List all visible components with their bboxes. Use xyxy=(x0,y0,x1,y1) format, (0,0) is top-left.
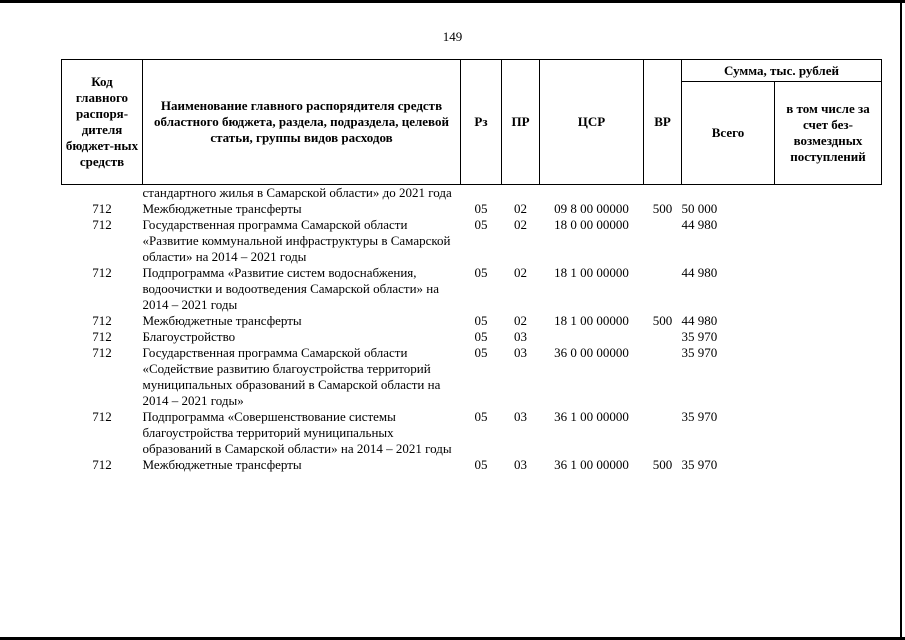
table-row xyxy=(62,265,882,313)
cell-vr xyxy=(644,345,682,409)
cell-vr: 500 xyxy=(652,201,673,216)
cell-name: Благоустройство xyxy=(142,329,236,344)
cell-vr xyxy=(644,409,682,457)
table-row xyxy=(62,457,882,473)
table-header xyxy=(62,60,882,185)
cell-csr: 18 1 00 00000 xyxy=(554,265,629,280)
cell-rz: 05 xyxy=(474,313,488,328)
header-sum: Сумма, тыс. рублей xyxy=(682,60,882,82)
cell-gratis xyxy=(775,329,882,345)
cell-total: 35 970 xyxy=(681,457,718,472)
cell-vr xyxy=(644,217,682,265)
cell-pr: 03 xyxy=(514,409,527,424)
table-row xyxy=(62,329,882,345)
cell-name: стандартного жилья в Самарской области» до 2021 года xyxy=(142,185,452,200)
cell-vr: 500 xyxy=(652,457,673,472)
header-rz: Рз xyxy=(461,60,502,185)
header-total: Всего xyxy=(682,82,775,185)
table-row xyxy=(62,201,882,217)
cell-gratis xyxy=(775,409,882,457)
cell-rz xyxy=(461,185,502,202)
cell-gratis xyxy=(775,345,882,409)
cell-vr xyxy=(644,185,682,202)
cell-name: Государственная программа Самарской области «Развитие коммунальной инфраструктуры в Самарской области» на 2014 – 2021 годы xyxy=(142,217,451,264)
cell-csr: 36 0 00 00000 xyxy=(554,345,629,360)
cell-kod: 712 xyxy=(92,201,112,216)
cell-gratis xyxy=(775,457,882,473)
table-row xyxy=(62,185,882,202)
cell-csr: 36 1 00 00000 xyxy=(554,457,629,472)
cell-name: Государственная программа Самарской области «Содействие развитию благоустройства территорий муниципальных образований в Самарской области на 2014 – 2021 годы» xyxy=(142,345,441,408)
cell-name: Подпрограмма «Развитие систем водоснабжения, водоочистки и водоотведения Самарской области» на 2014 – 2021 годы xyxy=(142,265,440,312)
table-body xyxy=(62,185,882,474)
cell-kod: 712 xyxy=(92,457,112,472)
cell-pr: 02 xyxy=(514,313,527,328)
cell-total: 35 970 xyxy=(681,329,718,344)
cell-rz: 05 xyxy=(474,265,488,280)
cell-rz: 05 xyxy=(474,217,488,232)
cell-kod: 712 xyxy=(92,265,112,280)
cell-total: 44 980 xyxy=(681,217,718,232)
cell-rz: 05 xyxy=(474,201,488,216)
right-border-line xyxy=(900,0,902,640)
table-row xyxy=(62,313,882,329)
cell-name: Межбюджетные трансферты xyxy=(142,457,302,472)
cell-vr: 500 xyxy=(652,313,673,328)
header-name: Наименование главного распорядителя средств областного бюджета, раздела, подраздела, целевой статьи, группы видов расходов xyxy=(143,60,461,185)
cell-pr: 02 xyxy=(514,265,527,280)
cell-kod: 712 xyxy=(92,345,112,360)
cell-name: Межбюджетные трансферты xyxy=(142,201,302,216)
top-border-line xyxy=(0,0,905,3)
cell-vr xyxy=(644,265,682,313)
cell-gratis xyxy=(775,265,882,313)
cell-kod: 712 xyxy=(92,217,112,232)
cell-gratis xyxy=(775,201,882,217)
cell-name: Подпрограмма «Совершенствование системы благоустройства территорий муниципальных образований в Самарской области» на 2014 – 2021 годы xyxy=(142,409,452,456)
cell-gratis xyxy=(775,185,882,202)
cell-total: 35 970 xyxy=(681,345,718,360)
cell-kod: 712 xyxy=(92,329,112,344)
cell-pr: 02 xyxy=(514,217,527,232)
cell-vr xyxy=(644,329,682,345)
cell-total: 35 970 xyxy=(681,409,718,424)
header-vr: ВР xyxy=(644,60,682,185)
cell-gratis xyxy=(775,313,882,329)
header-kod: Код главного распоря-дителя бюджет-ных средств xyxy=(62,60,143,185)
cell-kod xyxy=(62,185,143,202)
cell-name: Межбюджетные трансферты xyxy=(142,313,302,328)
cell-csr xyxy=(540,185,644,202)
cell-pr: 02 xyxy=(514,201,527,216)
cell-total xyxy=(682,185,775,202)
cell-rz: 05 xyxy=(474,457,488,472)
cell-pr: 03 xyxy=(514,329,527,344)
cell-rz: 05 xyxy=(474,329,488,344)
cell-gratis xyxy=(775,217,882,265)
cell-csr: 09 8 00 00000 xyxy=(554,201,629,216)
cell-rz: 05 xyxy=(474,409,488,424)
page-number: 149 xyxy=(442,29,463,44)
header-gratis: в том числе за счет без-возмездных поступлений xyxy=(775,82,882,185)
cell-kod: 712 xyxy=(92,313,112,328)
cell-pr: 03 xyxy=(514,345,527,360)
table-row xyxy=(62,345,882,409)
cell-kod: 712 xyxy=(92,409,112,424)
cell-total: 44 980 xyxy=(681,313,718,328)
header-csr: ЦСР xyxy=(540,60,644,185)
cell-csr: 18 0 00 00000 xyxy=(554,217,629,232)
table-row xyxy=(62,409,882,457)
cell-csr: 18 1 00 00000 xyxy=(554,313,629,328)
cell-total: 50 000 xyxy=(681,201,718,216)
cell-pr: 03 xyxy=(514,457,527,472)
table-row xyxy=(62,217,882,265)
budget-table xyxy=(61,59,882,473)
cell-total: 44 980 xyxy=(681,265,718,280)
header-pr: ПР xyxy=(502,60,540,185)
cell-rz: 05 xyxy=(474,345,488,360)
cell-csr: 36 1 00 00000 xyxy=(554,409,629,424)
cell-csr xyxy=(540,329,644,345)
cell-pr xyxy=(502,185,540,202)
